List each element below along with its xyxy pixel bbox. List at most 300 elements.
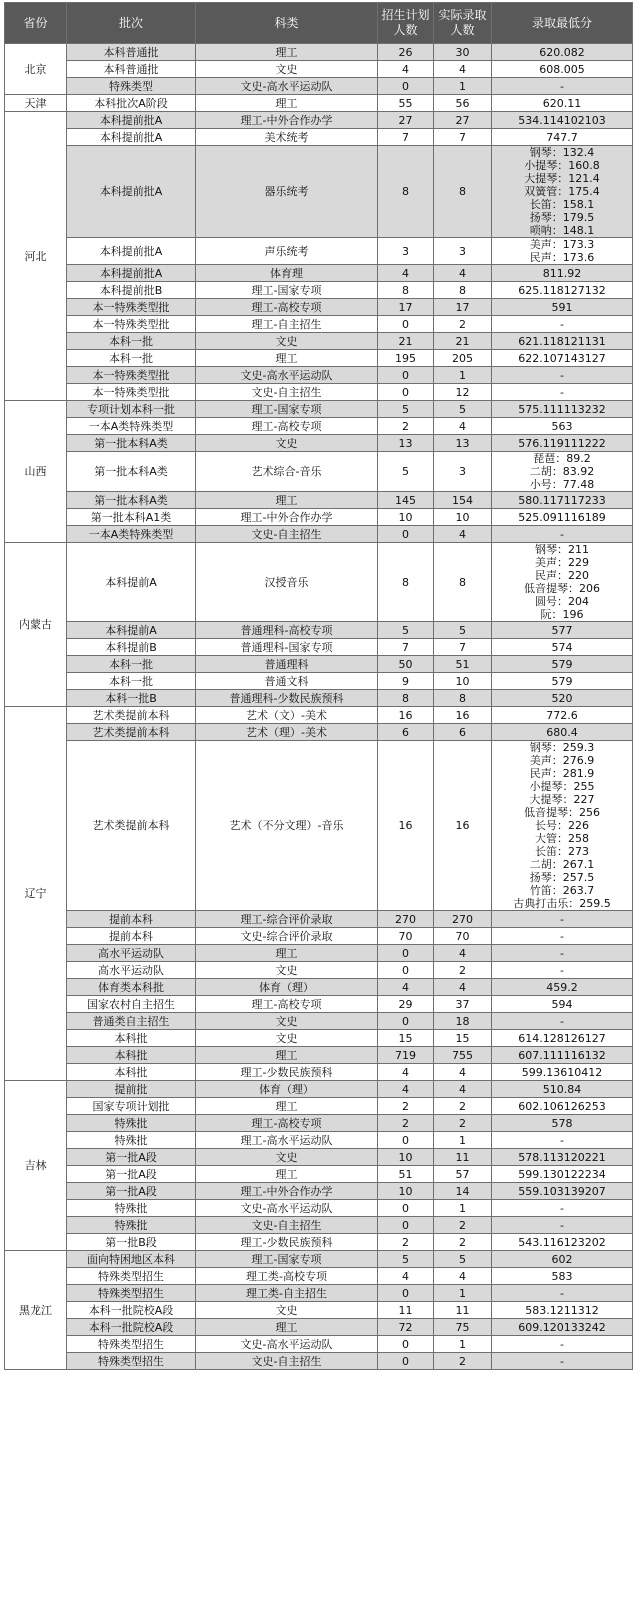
category-cell: 理工-高校专项 xyxy=(196,1115,378,1132)
category-cell: 理工-高水平运动队 xyxy=(196,1132,378,1149)
category-cell: 美术统考 xyxy=(196,129,378,146)
actual-count-cell: 4 xyxy=(434,1268,492,1285)
table-row xyxy=(5,962,633,979)
table-row xyxy=(5,1353,633,1370)
plan-count-cell: 4 xyxy=(378,979,434,996)
header-row xyxy=(5,3,633,44)
min-score-line: 大管：258 xyxy=(535,832,589,845)
category-cell: 普通文科 xyxy=(196,673,378,690)
category-cell: 文史 xyxy=(196,1030,378,1047)
plan-count-cell: 0 xyxy=(378,526,434,543)
min-score-cell xyxy=(492,384,633,401)
batch-cell: 本科提前批B xyxy=(67,282,196,299)
actual-count-cell: 755 xyxy=(434,1047,492,1064)
plan-count-cell: 0 xyxy=(378,1353,434,1370)
min-score-line: - xyxy=(560,79,564,93)
table-row xyxy=(5,492,633,509)
min-score-cell xyxy=(492,44,633,61)
plan-count-cell: 13 xyxy=(378,435,434,452)
category-cell: 文史-自主招生 xyxy=(196,384,378,401)
province-cell: 北京 xyxy=(5,44,67,95)
batch-cell: 一本A类特殊类型 xyxy=(67,418,196,435)
batch-cell: 第一批A段 xyxy=(67,1149,196,1166)
actual-count-cell: 4 xyxy=(434,526,492,543)
table-row xyxy=(5,1115,633,1132)
min-score-line: 602 xyxy=(551,1252,573,1266)
plan-count-cell: 21 xyxy=(378,333,434,350)
min-score-cell xyxy=(492,1132,633,1149)
actual-count-cell: 270 xyxy=(434,911,492,928)
batch-cell: 特殊类型招生 xyxy=(67,1353,196,1370)
min-score-cell xyxy=(492,741,633,911)
table-row xyxy=(5,928,633,945)
table-row xyxy=(5,452,633,492)
min-score-cell xyxy=(492,367,633,384)
category-cell: 艺术（理）-美术 xyxy=(196,724,378,741)
batch-cell: 本科提前批A xyxy=(67,129,196,146)
min-score-line: 594 xyxy=(551,997,573,1011)
batch-cell: 特殊批 xyxy=(67,1132,196,1149)
min-score-line: 583.1211312 xyxy=(525,1303,599,1317)
actual-count-cell: 30 xyxy=(434,44,492,61)
province-cell: 辽宁 xyxy=(5,707,67,1081)
actual-count-cell: 5 xyxy=(434,622,492,639)
table-row xyxy=(5,1098,633,1115)
batch-cell: 艺术类提前本科 xyxy=(67,724,196,741)
plan-count-cell: 4 xyxy=(378,265,434,282)
min-score-cell xyxy=(492,928,633,945)
min-score-line: 747.7 xyxy=(546,130,578,144)
min-score-cell xyxy=(492,1030,633,1047)
min-score-cell xyxy=(492,1217,633,1234)
min-score-line: 621.118121131 xyxy=(518,334,606,348)
table-row xyxy=(5,1166,633,1183)
actual-count-cell: 27 xyxy=(434,112,492,129)
actual-count-cell: 16 xyxy=(434,707,492,724)
admission-score-table xyxy=(4,2,633,1370)
actual-count-cell: 13 xyxy=(434,435,492,452)
actual-count-cell: 1 xyxy=(434,367,492,384)
min-score-line: 大提琴：121.4 xyxy=(524,172,600,185)
category-cell: 理工-少数民族预科 xyxy=(196,1064,378,1081)
category-cell: 理工 xyxy=(196,492,378,509)
min-score-line: 扬琴：257.5 xyxy=(529,871,595,884)
min-score-cell xyxy=(492,1047,633,1064)
category-cell: 普通理科-少数民族预科 xyxy=(196,690,378,707)
min-score-line: 577 xyxy=(551,623,573,637)
min-score-cell xyxy=(492,238,633,265)
category-cell: 理工-高校专项 xyxy=(196,996,378,1013)
plan-count-cell: 4 xyxy=(378,1081,434,1098)
batch-cell: 第一批本科A1类 xyxy=(67,509,196,526)
batch-cell: 本科一批 xyxy=(67,656,196,673)
batch-cell: 本一特殊类型批 xyxy=(67,384,196,401)
batch-cell: 本科批 xyxy=(67,1064,196,1081)
category-cell: 文史 xyxy=(196,61,378,78)
batch-cell: 本科普通批 xyxy=(67,61,196,78)
batch-cell: 本科批次A阶段 xyxy=(67,95,196,112)
min-score-line: 美声：173.3 xyxy=(529,238,595,251)
plan-count-cell: 26 xyxy=(378,44,434,61)
actual-count-cell: 11 xyxy=(434,1302,492,1319)
plan-count-cell: 195 xyxy=(378,350,434,367)
plan-count-cell: 10 xyxy=(378,1149,434,1166)
min-score-line: 602.106126253 xyxy=(518,1099,606,1113)
plan-count-cell: 4 xyxy=(378,61,434,78)
actual-count-cell: 7 xyxy=(434,639,492,656)
min-score-line: 578.113120221 xyxy=(518,1150,606,1164)
plan-count-cell: 0 xyxy=(378,1285,434,1302)
table-row xyxy=(5,401,633,418)
min-score-cell xyxy=(492,316,633,333)
min-score-cell xyxy=(492,656,633,673)
batch-cell: 国家专项计划批 xyxy=(67,1098,196,1115)
batch-cell: 本科一批 xyxy=(67,673,196,690)
plan-count-cell: 719 xyxy=(378,1047,434,1064)
table-row xyxy=(5,1285,633,1302)
table-row xyxy=(5,1183,633,1200)
batch-cell: 提前本科 xyxy=(67,928,196,945)
min-score-line: 580.117117233 xyxy=(518,493,606,507)
batch-cell: 特殊批 xyxy=(67,1115,196,1132)
min-score-line: 583 xyxy=(551,1269,573,1283)
category-cell: 艺术（不分文理）-音乐 xyxy=(196,741,378,911)
header-province: 省份 xyxy=(5,3,67,44)
min-score-cell xyxy=(492,282,633,299)
table-row xyxy=(5,1336,633,1353)
table-row xyxy=(5,435,633,452)
min-score-cell xyxy=(492,350,633,367)
plan-count-cell: 2 xyxy=(378,1115,434,1132)
batch-cell: 艺术类提前本科 xyxy=(67,707,196,724)
min-score-line: 长笛：273 xyxy=(535,845,589,858)
category-cell: 艺术（文）-美术 xyxy=(196,707,378,724)
category-cell: 理工 xyxy=(196,350,378,367)
plan-count-cell: 29 xyxy=(378,996,434,1013)
min-score-cell xyxy=(492,78,633,95)
category-cell: 文史 xyxy=(196,1149,378,1166)
min-score-cell xyxy=(492,146,633,238)
table-row xyxy=(5,282,633,299)
actual-count-cell: 70 xyxy=(434,928,492,945)
category-cell: 文史 xyxy=(196,1013,378,1030)
category-cell: 文史-高水平运动队 xyxy=(196,1336,378,1353)
actual-count-cell: 8 xyxy=(434,146,492,238)
category-cell: 体育（理） xyxy=(196,979,378,996)
category-cell: 理工类-自主招生 xyxy=(196,1285,378,1302)
plan-count-cell: 0 xyxy=(378,78,434,95)
batch-cell: 第一批本科A类 xyxy=(67,435,196,452)
min-score-cell xyxy=(492,911,633,928)
category-cell: 理工-中外合作办学 xyxy=(196,112,378,129)
min-score-line: 古典打击乐：259.5 xyxy=(513,897,611,910)
plan-count-cell: 17 xyxy=(378,299,434,316)
actual-count-cell: 37 xyxy=(434,996,492,1013)
batch-cell: 本科提前批A xyxy=(67,238,196,265)
batch-cell: 第一批本科A类 xyxy=(67,452,196,492)
min-score-line: 579 xyxy=(551,657,573,671)
plan-count-cell: 0 xyxy=(378,1132,434,1149)
batch-cell: 特殊类型招生 xyxy=(67,1268,196,1285)
table-row xyxy=(5,1251,633,1268)
min-score-line: 钢琴：132.4 xyxy=(529,146,595,159)
plan-count-cell: 8 xyxy=(378,146,434,238)
category-cell: 艺术综合-音乐 xyxy=(196,452,378,492)
actual-count-cell: 1 xyxy=(434,1132,492,1149)
plan-count-cell: 5 xyxy=(378,452,434,492)
plan-count-cell: 7 xyxy=(378,129,434,146)
batch-cell: 本科提前批A xyxy=(67,265,196,282)
table-row xyxy=(5,418,633,435)
min-score-cell xyxy=(492,1098,633,1115)
table-row xyxy=(5,78,633,95)
min-score-cell xyxy=(492,509,633,526)
min-score-line: 609.120133242 xyxy=(518,1320,606,1334)
min-score-line: 二胡：267.1 xyxy=(529,858,595,871)
plan-count-cell: 9 xyxy=(378,673,434,690)
min-score-cell xyxy=(492,724,633,741)
table-row xyxy=(5,945,633,962)
min-score-line: 低音提琴：206 xyxy=(524,582,600,595)
province-cell: 山西 xyxy=(5,401,67,543)
min-score-line: - xyxy=(560,527,564,541)
actual-count-cell: 15 xyxy=(434,1030,492,1047)
batch-cell: 本科提前批A xyxy=(67,112,196,129)
batch-cell: 本一特殊类型批 xyxy=(67,299,196,316)
batch-cell: 特殊类型 xyxy=(67,78,196,95)
category-cell: 文史-自主招生 xyxy=(196,526,378,543)
header-min-score: 录取最低分 xyxy=(492,3,633,44)
actual-count-cell: 3 xyxy=(434,238,492,265)
min-score-line: - xyxy=(560,1354,564,1368)
batch-cell: 特殊批 xyxy=(67,1217,196,1234)
min-score-line: - xyxy=(560,385,564,399)
table-row xyxy=(5,112,633,129)
table-row xyxy=(5,61,633,78)
min-score-cell xyxy=(492,401,633,418)
actual-count-cell: 1 xyxy=(434,1200,492,1217)
plan-count-cell: 0 xyxy=(378,1336,434,1353)
table-row xyxy=(5,656,633,673)
actual-count-cell: 8 xyxy=(434,690,492,707)
category-cell: 普通理科 xyxy=(196,656,378,673)
min-score-line: 620.082 xyxy=(539,45,585,59)
min-score-line: 576.119111222 xyxy=(518,436,606,450)
batch-cell: 第一批A段 xyxy=(67,1183,196,1200)
actual-count-cell: 10 xyxy=(434,673,492,690)
batch-cell: 面向特困地区本科 xyxy=(67,1251,196,1268)
min-score-line: 543.116123202 xyxy=(518,1235,606,1249)
plan-count-cell: 145 xyxy=(378,492,434,509)
category-cell: 理工-国家专项 xyxy=(196,1251,378,1268)
plan-count-cell: 0 xyxy=(378,1200,434,1217)
actual-count-cell: 4 xyxy=(434,945,492,962)
category-cell: 文史-自主招生 xyxy=(196,1353,378,1370)
min-score-line: 圆号：204 xyxy=(535,595,589,608)
category-cell: 文史 xyxy=(196,333,378,350)
min-score-cell xyxy=(492,492,633,509)
min-score-line: 575.111113232 xyxy=(518,402,606,416)
min-score-line: 559.103139207 xyxy=(518,1184,606,1198)
actual-count-cell: 4 xyxy=(434,418,492,435)
min-score-line: 竹笛：263.7 xyxy=(529,884,595,897)
plan-count-cell: 8 xyxy=(378,282,434,299)
category-cell: 器乐统考 xyxy=(196,146,378,238)
table-row xyxy=(5,1013,633,1030)
plan-count-cell: 270 xyxy=(378,911,434,928)
batch-cell: 本科批 xyxy=(67,1047,196,1064)
plan-count-cell: 0 xyxy=(378,384,434,401)
category-cell: 声乐统考 xyxy=(196,238,378,265)
min-score-line: 599.13610412 xyxy=(521,1065,603,1079)
plan-count-cell: 4 xyxy=(378,1064,434,1081)
actual-count-cell: 14 xyxy=(434,1183,492,1200)
table-row xyxy=(5,673,633,690)
min-score-line: 510.84 xyxy=(542,1082,582,1096)
min-score-line: 579 xyxy=(551,674,573,688)
min-score-line: - xyxy=(560,963,564,977)
min-score-cell xyxy=(492,112,633,129)
batch-cell: 高水平运动队 xyxy=(67,945,196,962)
category-cell: 普通理科-高校专项 xyxy=(196,622,378,639)
actual-count-cell: 17 xyxy=(434,299,492,316)
min-score-cell xyxy=(492,1336,633,1353)
min-score-cell xyxy=(492,622,633,639)
category-cell: 理工 xyxy=(196,1098,378,1115)
min-score-cell xyxy=(492,1234,633,1251)
plan-count-cell: 10 xyxy=(378,509,434,526)
min-score-line: 民声：220 xyxy=(535,569,589,582)
min-score-cell xyxy=(492,543,633,622)
province-cell: 天津 xyxy=(5,95,67,112)
min-score-line: 钢琴：211 xyxy=(535,543,589,556)
min-score-cell xyxy=(492,1353,633,1370)
plan-count-cell: 72 xyxy=(378,1319,434,1336)
plan-count-cell: 3 xyxy=(378,238,434,265)
min-score-line: - xyxy=(560,1201,564,1215)
category-cell: 理工-中外合作办学 xyxy=(196,1183,378,1200)
table-row xyxy=(5,543,633,622)
min-score-line: 琵琶：89.2 xyxy=(533,452,591,465)
min-score-line: 520 xyxy=(551,691,573,705)
batch-cell: 本科提前A xyxy=(67,622,196,639)
plan-count-cell: 2 xyxy=(378,418,434,435)
actual-count-cell: 1 xyxy=(434,1285,492,1302)
table-row xyxy=(5,724,633,741)
batch-cell: 第一批B段 xyxy=(67,1234,196,1251)
batch-cell: 本科提前B xyxy=(67,639,196,656)
min-score-cell xyxy=(492,1268,633,1285)
table-row xyxy=(5,622,633,639)
batch-cell: 本科一批 xyxy=(67,333,196,350)
min-score-cell xyxy=(492,299,633,316)
actual-count-cell: 8 xyxy=(434,282,492,299)
min-score-line: 小提琴：255 xyxy=(529,780,595,793)
header-actual-count: 实际录取人数 xyxy=(434,3,492,44)
plan-count-cell: 16 xyxy=(378,741,434,911)
province-cell: 河北 xyxy=(5,112,67,401)
min-score-line: 772.6 xyxy=(546,708,578,722)
actual-count-cell: 2 xyxy=(434,1353,492,1370)
batch-cell: 第一批A段 xyxy=(67,1166,196,1183)
batch-cell: 本科一批 xyxy=(67,350,196,367)
min-score-line: 525.091116189 xyxy=(518,510,606,524)
min-score-cell xyxy=(492,1149,633,1166)
table-row xyxy=(5,1064,633,1081)
category-cell: 理工-高校专项 xyxy=(196,299,378,316)
min-score-line: 长号：226 xyxy=(535,819,589,832)
category-cell: 文史-高水平运动队 xyxy=(196,1200,378,1217)
plan-count-cell: 0 xyxy=(378,316,434,333)
min-score-line: 扬琴：179.5 xyxy=(529,211,595,224)
min-score-cell xyxy=(492,707,633,724)
min-score-cell xyxy=(492,1319,633,1336)
category-cell: 文史 xyxy=(196,1302,378,1319)
category-cell: 文史-自主招生 xyxy=(196,1217,378,1234)
batch-cell: 特殊类型招生 xyxy=(67,1336,196,1353)
batch-cell: 专项计划本科一批 xyxy=(67,401,196,418)
table-row xyxy=(5,1030,633,1047)
batch-cell: 本科提前A xyxy=(67,543,196,622)
table-row xyxy=(5,129,633,146)
actual-count-cell: 5 xyxy=(434,1251,492,1268)
batch-cell: 高水平运动队 xyxy=(67,962,196,979)
min-score-cell xyxy=(492,673,633,690)
actual-count-cell: 51 xyxy=(434,656,492,673)
min-score-line: 680.4 xyxy=(546,725,578,739)
min-score-cell xyxy=(492,1166,633,1183)
min-score-line: - xyxy=(560,1014,564,1028)
min-score-line: - xyxy=(560,317,564,331)
plan-count-cell: 0 xyxy=(378,962,434,979)
header-batch: 批次 xyxy=(67,3,196,44)
plan-count-cell: 0 xyxy=(378,1217,434,1234)
category-cell: 理工-少数民族预科 xyxy=(196,1234,378,1251)
min-score-cell xyxy=(492,996,633,1013)
actual-count-cell: 3 xyxy=(434,452,492,492)
min-score-cell xyxy=(492,962,633,979)
category-cell: 文史 xyxy=(196,435,378,452)
min-score-cell xyxy=(492,1183,633,1200)
actual-count-cell: 5 xyxy=(434,401,492,418)
plan-count-cell: 6 xyxy=(378,724,434,741)
category-cell: 理工-中外合作办学 xyxy=(196,509,378,526)
batch-cell: 本科普通批 xyxy=(67,44,196,61)
table-row xyxy=(5,707,633,724)
table-row xyxy=(5,1200,633,1217)
category-cell: 体育理 xyxy=(196,265,378,282)
min-score-line: - xyxy=(560,368,564,382)
plan-count-cell: 2 xyxy=(378,1234,434,1251)
min-score-line: - xyxy=(560,1133,564,1147)
batch-cell: 本科一批B xyxy=(67,690,196,707)
min-score-line: 长笛：158.1 xyxy=(529,198,595,211)
min-score-cell xyxy=(492,333,633,350)
min-score-line: 622.107143127 xyxy=(518,351,606,365)
table-row xyxy=(5,1047,633,1064)
plan-count-cell: 8 xyxy=(378,690,434,707)
min-score-line: 钢琴：259.3 xyxy=(529,741,595,754)
actual-count-cell: 2 xyxy=(434,1217,492,1234)
plan-count-cell: 11 xyxy=(378,1302,434,1319)
min-score-cell xyxy=(492,1285,633,1302)
plan-count-cell: 10 xyxy=(378,1183,434,1200)
table-row xyxy=(5,333,633,350)
plan-count-cell: 70 xyxy=(378,928,434,945)
actual-count-cell: 4 xyxy=(434,1064,492,1081)
batch-cell: 普通类自主招生 xyxy=(67,1013,196,1030)
plan-count-cell: 5 xyxy=(378,1251,434,1268)
